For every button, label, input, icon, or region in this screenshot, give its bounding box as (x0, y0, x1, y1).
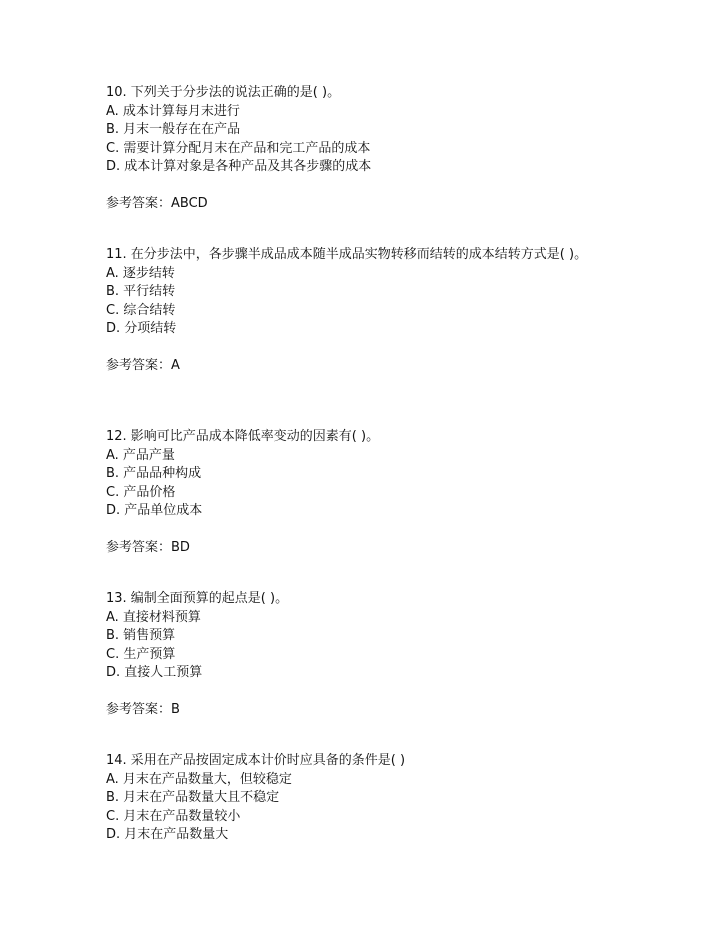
option-d: D. 分项结转 (106, 321, 177, 336)
option-b: B. 产品品种构成 (106, 466, 202, 481)
option-d: D. 直接人工预算 (106, 665, 203, 680)
reference-answer: 参考答案：BD (106, 539, 190, 555)
question-14 (106, 752, 612, 845)
question-stem: 11. 在分步法中，各步骤半成品成本随半成品实物转移而结转的成本结转方式是( )。 (106, 247, 588, 262)
question-stem: 10. 下列关于分步法的说法正确的是( )。 (106, 85, 341, 100)
option-a: A. 成本计算每月末进行 (106, 103, 240, 119)
question-stem: 14. 采用在产品按固定成本计价时应具备的条件是( ) (106, 753, 406, 768)
question-13 (106, 590, 612, 719)
reference-answer: 参考答案：A (106, 357, 180, 373)
question-12 (106, 428, 612, 557)
option-b: B. 月末在产品数量大且不稳定 (106, 790, 280, 805)
option-d: D. 成本计算对象是各种产品及其各步骤的成本 (106, 159, 372, 174)
option-c: C. 月末在产品数量较小 (106, 808, 241, 824)
reference-answer: 参考答案：ABCD (106, 195, 208, 211)
question-stem: 13. 编制全面预算的起点是( )。 (106, 591, 289, 606)
option-c: C. 生产预算 (106, 646, 176, 662)
option-c: C. 需要计算分配月末在产品和完工产品的成本 (106, 140, 371, 156)
option-b: B. 平行结转 (106, 284, 176, 299)
option-d: D. 产品单位成本 (106, 503, 203, 518)
option-c: C. 产品价格 (106, 484, 176, 500)
option-c: C. 综合结转 (106, 302, 176, 318)
option-a: A. 月末在产品数量大，但较稳定 (106, 771, 292, 787)
option-b: B. 销售预算 (106, 628, 176, 643)
option-d: D. 月末在产品数量大 (106, 827, 229, 842)
option-a: A. 逐步结转 (106, 265, 175, 281)
option-b: B. 月末一般存在在产品 (106, 122, 241, 137)
option-a: A. 产品产量 (106, 447, 175, 463)
option-a: A. 直接材料预算 (106, 609, 201, 625)
question-11 (106, 246, 612, 375)
question-stem: 12. 影响可比产品成本降低率变动的因素有( )。 (106, 429, 380, 444)
reference-answer: 参考答案：B (106, 701, 180, 717)
question-10 (106, 84, 612, 213)
